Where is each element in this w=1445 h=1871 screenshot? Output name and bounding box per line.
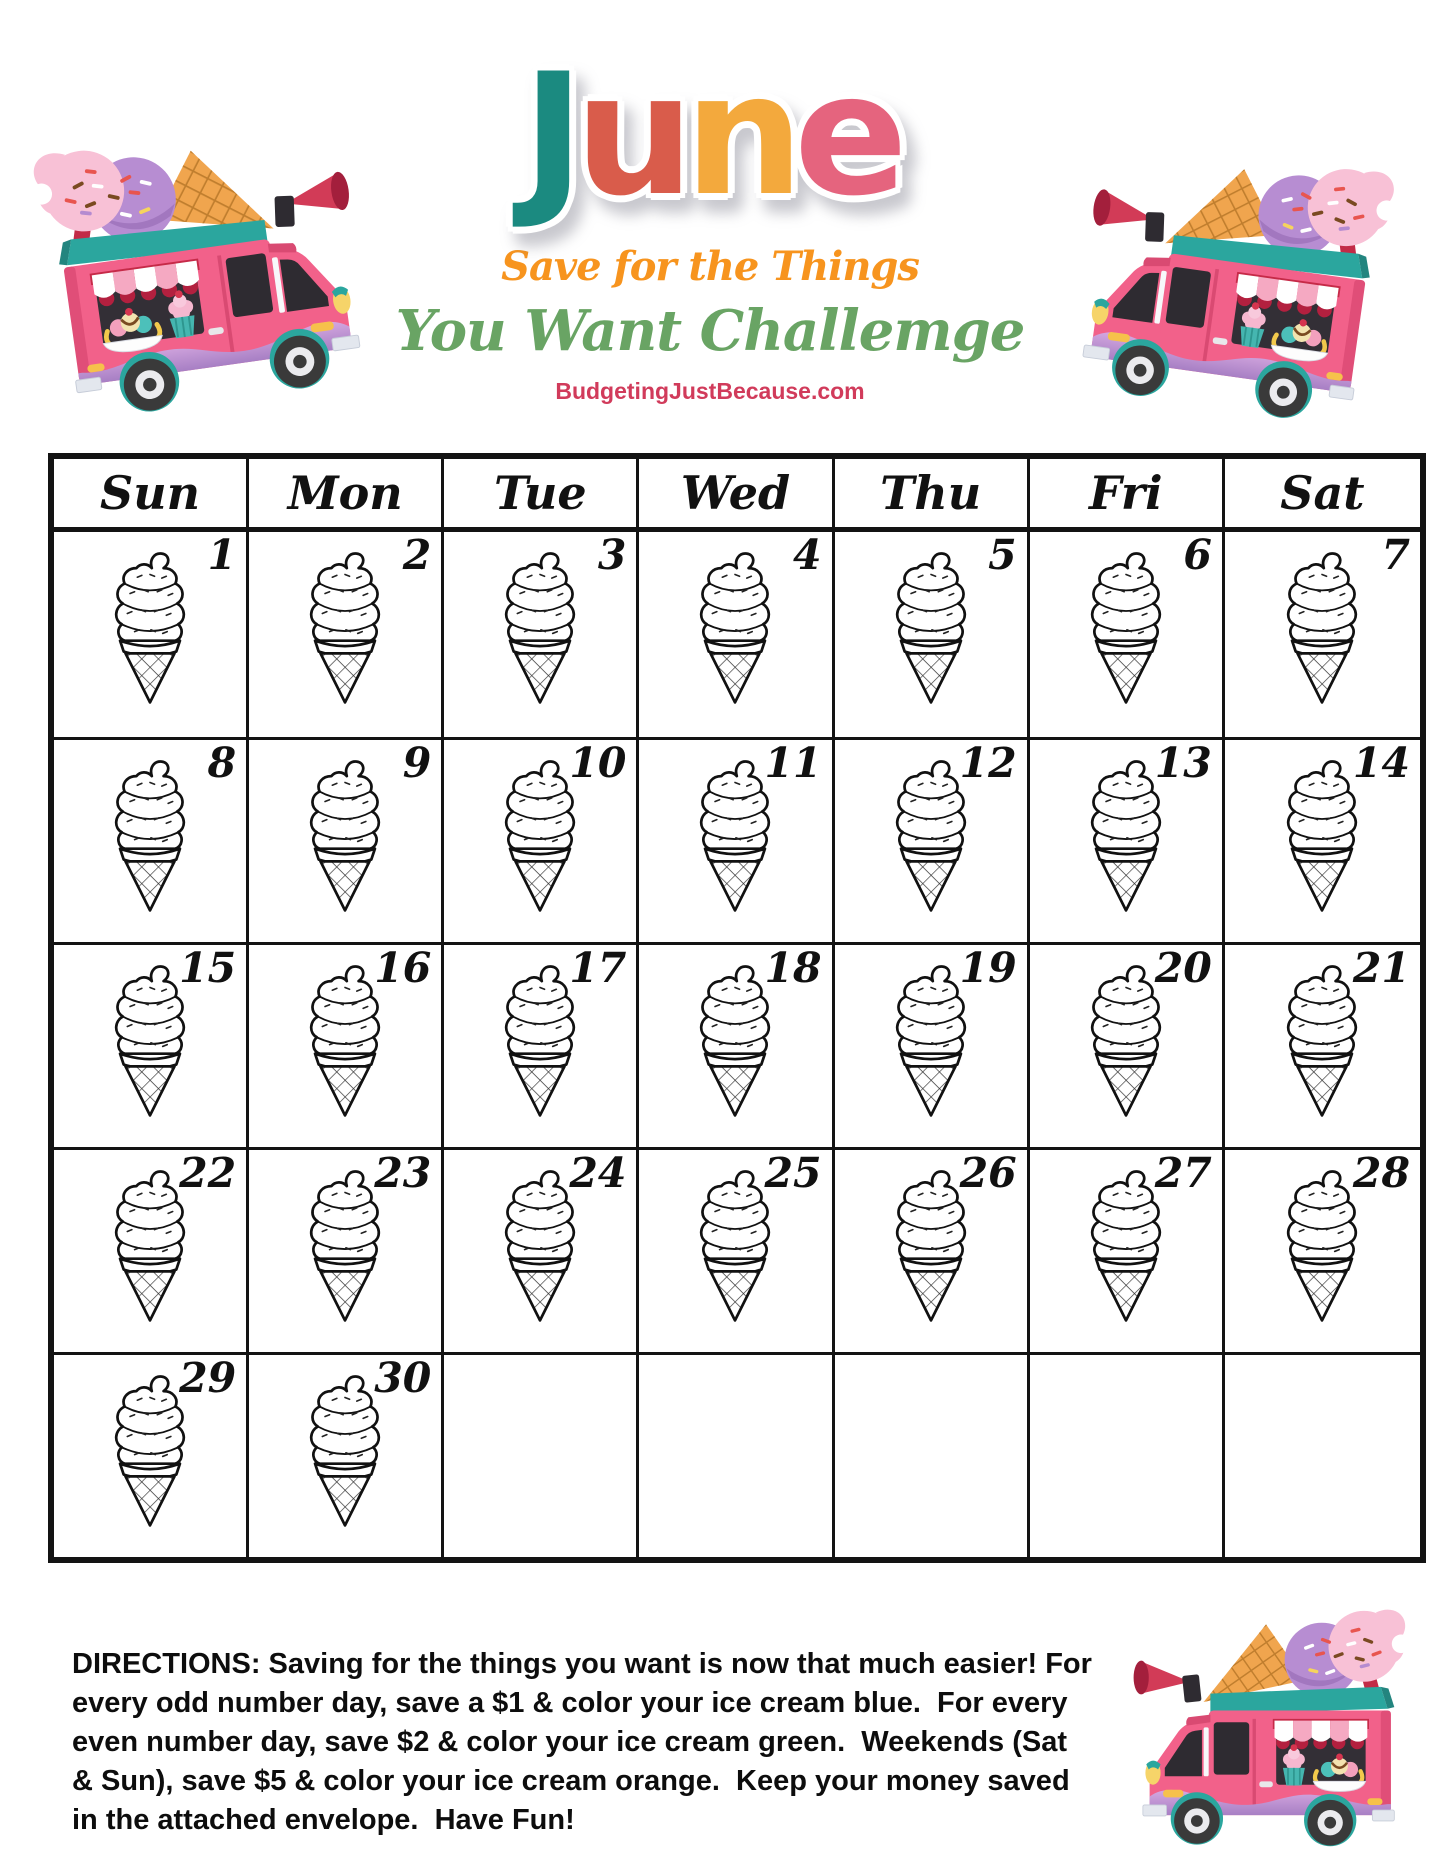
month-title bbox=[380, 37, 1040, 233]
day-header-fri: Fri bbox=[1030, 459, 1225, 527]
calendar-cell-day-17 bbox=[444, 942, 639, 1147]
calendar-cell-empty bbox=[444, 1352, 639, 1557]
calendar-cell-day-10 bbox=[444, 737, 639, 942]
date-number: 15 bbox=[179, 944, 237, 992]
calendar-cell-day-30 bbox=[249, 1352, 444, 1557]
calendar-cell-empty bbox=[1030, 1352, 1225, 1557]
date-number: 17 bbox=[569, 944, 627, 992]
day-header-thu: Thu bbox=[835, 459, 1030, 527]
date-number: 23 bbox=[374, 1149, 432, 1197]
day-header-wed: Wed bbox=[639, 459, 834, 527]
ice-cream-truck-bottom-right-illustration bbox=[1100, 1594, 1422, 1864]
date-number: 6 bbox=[1183, 531, 1212, 579]
date-number: 30 bbox=[374, 1354, 432, 1402]
directions-text bbox=[72, 1645, 1092, 1840]
date-number: 28 bbox=[1352, 1149, 1410, 1197]
date-number: 14 bbox=[1352, 739, 1410, 787]
calendar-cell-empty bbox=[835, 1352, 1030, 1557]
calendar-cell-day-14 bbox=[1225, 737, 1420, 942]
calendar-cell-day-21 bbox=[1225, 942, 1420, 1147]
calendar-cell-day-6 bbox=[1030, 532, 1225, 737]
day-header-row bbox=[54, 459, 1420, 532]
date-number: 7 bbox=[1381, 531, 1410, 579]
day-header-tue: Tue bbox=[444, 459, 639, 527]
calendar-cell-day-29 bbox=[54, 1352, 249, 1557]
calendar-cell-day-5 bbox=[835, 532, 1030, 737]
calendar-cell-day-16 bbox=[249, 942, 444, 1147]
date-number: 4 bbox=[793, 531, 822, 579]
directions-line: even number day, save $2 & color your ice cream green. Weekends (Sat bbox=[72, 1726, 1068, 1758]
calendar-cell-day-24 bbox=[444, 1147, 639, 1352]
date-number: 1 bbox=[207, 531, 237, 579]
ice-cream-truck-top-right-illustration bbox=[1039, 110, 1407, 451]
calendar-cell-day-12 bbox=[835, 737, 1030, 942]
calendar-cell-day-3 bbox=[444, 532, 639, 737]
date-number: 22 bbox=[179, 1149, 237, 1197]
ice-cream-cone-icon bbox=[100, 550, 200, 706]
date-number: 19 bbox=[959, 944, 1017, 992]
directions-line: DIRECTIONS: Saving for the things you want is now that much easier! For bbox=[72, 1648, 1092, 1680]
ice-cream-cone-icon bbox=[1076, 550, 1176, 706]
calendar-cell-day-26 bbox=[835, 1147, 1030, 1352]
ice-cream-cone-icon bbox=[685, 550, 785, 706]
ice-cream-cone-icon bbox=[490, 550, 590, 706]
calendar-cell-day-15 bbox=[54, 942, 249, 1147]
directions-line: every odd number day, save a $1 & color your ice cream blue. For every bbox=[72, 1687, 1068, 1719]
ice-cream-cone-icon bbox=[295, 550, 395, 706]
date-number: 26 bbox=[959, 1149, 1017, 1197]
date-number: 25 bbox=[764, 1149, 822, 1197]
date-number: 13 bbox=[1154, 739, 1212, 787]
calendar-cell-day-4 bbox=[639, 532, 834, 737]
date-number: 20 bbox=[1154, 944, 1212, 992]
ice-cream-cone-icon bbox=[881, 550, 981, 706]
date-number: 12 bbox=[959, 739, 1017, 787]
directions-line: in the attached envelope. Have Fun! bbox=[72, 1804, 575, 1836]
calendar-grid bbox=[54, 532, 1420, 1557]
date-number: 16 bbox=[374, 944, 432, 992]
calendar-cell-day-9 bbox=[249, 737, 444, 942]
day-header-sun: Sun bbox=[54, 459, 249, 527]
date-number: 8 bbox=[207, 739, 237, 787]
date-number: 5 bbox=[988, 531, 1017, 579]
date-number: 29 bbox=[179, 1354, 237, 1402]
date-number: 2 bbox=[402, 531, 432, 579]
calendar-cell-day-13 bbox=[1030, 737, 1225, 942]
calendar-cell-day-22 bbox=[54, 1147, 249, 1352]
ice-cream-cone-icon bbox=[100, 758, 200, 914]
day-header-sat: Sat bbox=[1280, 466, 1365, 520]
calendar-cell-empty bbox=[1225, 1352, 1420, 1557]
date-number: 27 bbox=[1154, 1149, 1212, 1197]
calendar-cell-day-18 bbox=[639, 942, 834, 1147]
calendar-cell-day-2 bbox=[249, 532, 444, 737]
savings-calendar bbox=[48, 453, 1426, 1563]
calendar-cell-day-20 bbox=[1030, 942, 1225, 1147]
calendar-cell-day-27 bbox=[1030, 1147, 1225, 1352]
directions-line: & Sun), save $5 & color your ice cream orange. Keep your money saved bbox=[72, 1765, 1070, 1797]
calendar-cell-day-28 bbox=[1225, 1147, 1420, 1352]
day-header-mon: Mon bbox=[249, 459, 444, 527]
date-number: 21 bbox=[1352, 944, 1410, 992]
date-number: 9 bbox=[402, 739, 432, 787]
date-number: 3 bbox=[597, 531, 627, 579]
date-number: 18 bbox=[764, 944, 822, 992]
month-title-letter: u bbox=[574, 37, 685, 233]
date-number: 24 bbox=[569, 1149, 627, 1197]
calendar-cell-day-11 bbox=[639, 737, 834, 942]
calendar-cell-day-8 bbox=[54, 737, 249, 942]
calendar-cell-day-23 bbox=[249, 1147, 444, 1352]
month-title-letter: J bbox=[522, 37, 575, 233]
tagline-line1: Save for the Things bbox=[501, 243, 919, 290]
month-title-letter: e bbox=[793, 37, 898, 233]
calendar-cell-empty bbox=[639, 1352, 834, 1557]
calendar-cell-day-1 bbox=[54, 532, 249, 737]
calendar-cell-day-25 bbox=[639, 1147, 834, 1352]
month-title-letter: n bbox=[684, 37, 794, 233]
website-text: BudgetingJustBecause.com bbox=[555, 378, 865, 404]
calendar-cell-day-7 bbox=[1225, 532, 1420, 737]
calendar-cell-day-19 bbox=[835, 942, 1030, 1147]
ice-cream-cone-icon bbox=[295, 758, 395, 914]
date-number: 11 bbox=[764, 739, 822, 787]
ice-cream-cone-icon bbox=[1272, 550, 1372, 706]
date-number: 10 bbox=[569, 739, 627, 787]
ice-cream-truck-top-left-illustration bbox=[20, 89, 406, 446]
tagline-line2: You Want Challemge bbox=[395, 298, 1025, 364]
header bbox=[380, 37, 1040, 405]
